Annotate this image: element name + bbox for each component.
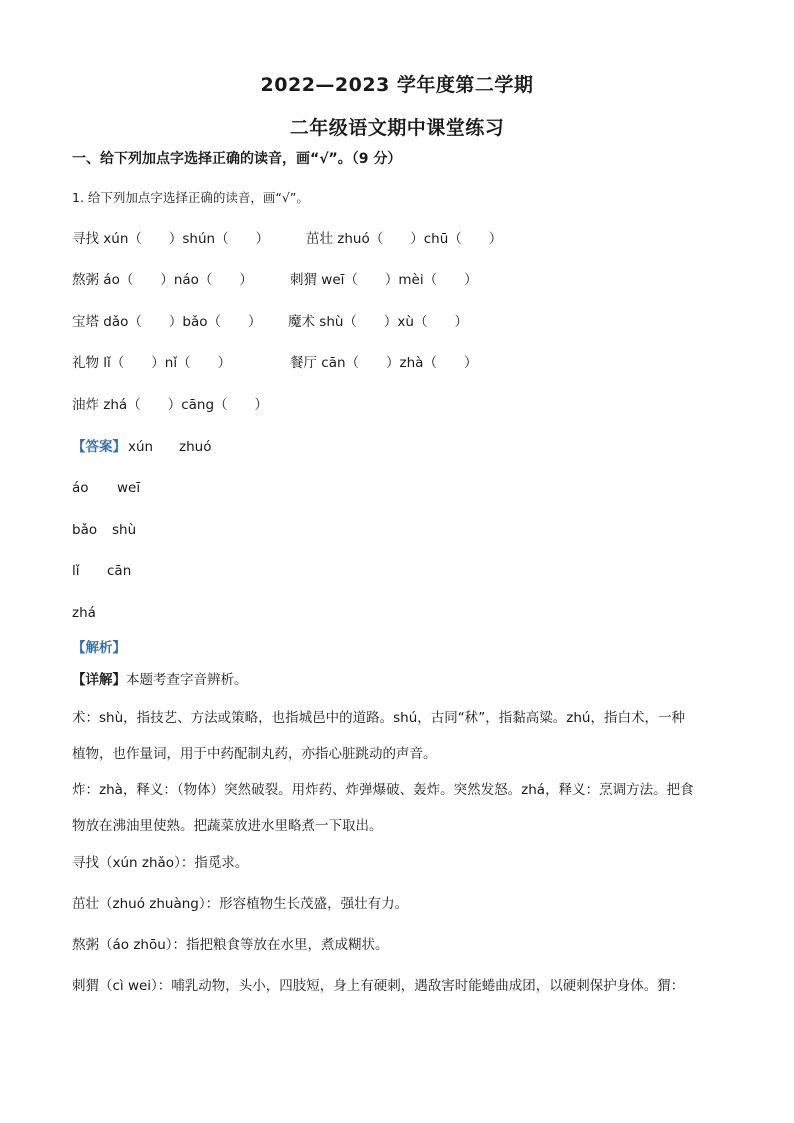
exercise-left: 熬粥 áo（ ）náo（ ） bbox=[72, 272, 253, 288]
detail-row bbox=[72, 671, 248, 689]
answer-row bbox=[72, 438, 212, 456]
answer-a: lǐ bbox=[72, 563, 80, 579]
answer-b: shù bbox=[112, 522, 137, 538]
paragraph-line: 术：shù，指技艺、方法或策略，也指城邑中的道路。shú，古同“秫”，指黏高粱。zhú，指白术，一种 bbox=[72, 710, 685, 726]
paragraph-line: 熬粥（áo zhōu）：指把粮食等放在水里，煮成糊状。 bbox=[72, 937, 389, 953]
document-title-line1: 2022—2023 学年度第二学期 bbox=[260, 74, 534, 96]
paragraph-line: 物放在沸油里使熟。把蔬菜放进水里略煮一下取出。 bbox=[72, 818, 383, 834]
answer-b: weī bbox=[117, 480, 141, 496]
exercise-right: 魔术 shù（ ）xù（ ） bbox=[288, 314, 468, 330]
answer-a: zhá bbox=[72, 605, 96, 621]
explanation-paragraph bbox=[72, 886, 722, 922]
explanation-paragraph bbox=[72, 700, 722, 772]
answer-a: áo bbox=[72, 480, 89, 496]
paragraph-line: 刺猬（cì wei）：哺乳动物，头小，四肢短，身上有硬刺，遇敌害时能蜷曲成团，以硬刺保护身体。猬： bbox=[72, 978, 685, 994]
answer-label: 【答案】 bbox=[72, 439, 126, 455]
document-title-line2: 二年级语文期中课堂练习 bbox=[289, 117, 505, 139]
answer-a: bǎo bbox=[72, 522, 98, 538]
exercise-left: 寻找 xún（ ）shún（ ） bbox=[72, 231, 270, 247]
detail-label: 【详解】 bbox=[72, 672, 126, 688]
analysis-label: 【解析】 bbox=[72, 640, 126, 656]
explanation-paragraph bbox=[72, 772, 722, 844]
exercise-left: 礼物 lǐ（ ）nǐ（ ） bbox=[72, 355, 232, 371]
question-text: 1. 给下列加点字选择正确的读音，画“√”。 bbox=[72, 190, 309, 205]
detail-text: 本题考查字音辨析。 bbox=[126, 672, 248, 688]
answer-b: zhuó bbox=[179, 439, 212, 455]
exercise-left: 油炸 zhá（ ）cāng（ ） bbox=[72, 397, 269, 413]
explanation-paragraph bbox=[72, 927, 722, 963]
exercise-left: 宝塔 dǎo（ ）bǎo（ ） bbox=[72, 314, 262, 330]
paragraph-line: 寻找（xún zhǎo）：指觅求。 bbox=[72, 855, 249, 871]
exercise-right: 刺猬 weī（ ）mèi（ ） bbox=[290, 272, 478, 288]
answer-a: xún bbox=[128, 439, 154, 455]
explanation-paragraph bbox=[72, 845, 722, 881]
exercise-right: 茁壮 zhuó（ ）chū（ ） bbox=[306, 231, 503, 247]
paragraph-line: 茁壮（zhuó zhuàng）：形容植物生长茂盛，强壮有力。 bbox=[72, 896, 409, 912]
explanation-paragraph bbox=[72, 968, 722, 1004]
answer-b: cān bbox=[107, 563, 132, 579]
section-heading: 一、给下列加点字选择正确的读音，画“√”。（9 分） bbox=[72, 151, 402, 167]
paragraph-line: 植物，也作量词，用于中药配制丸药，亦指心脏跳动的声音。 bbox=[72, 746, 437, 762]
exercise-right: 餐厅 cān（ ）zhà（ ） bbox=[290, 355, 478, 371]
paragraph-line: 炸：zhà，释义：（物体）突然破裂。用炸药、炸弹爆破、轰炸。突然发怒。zhá，释义：烹调方法。把食 bbox=[72, 782, 694, 798]
